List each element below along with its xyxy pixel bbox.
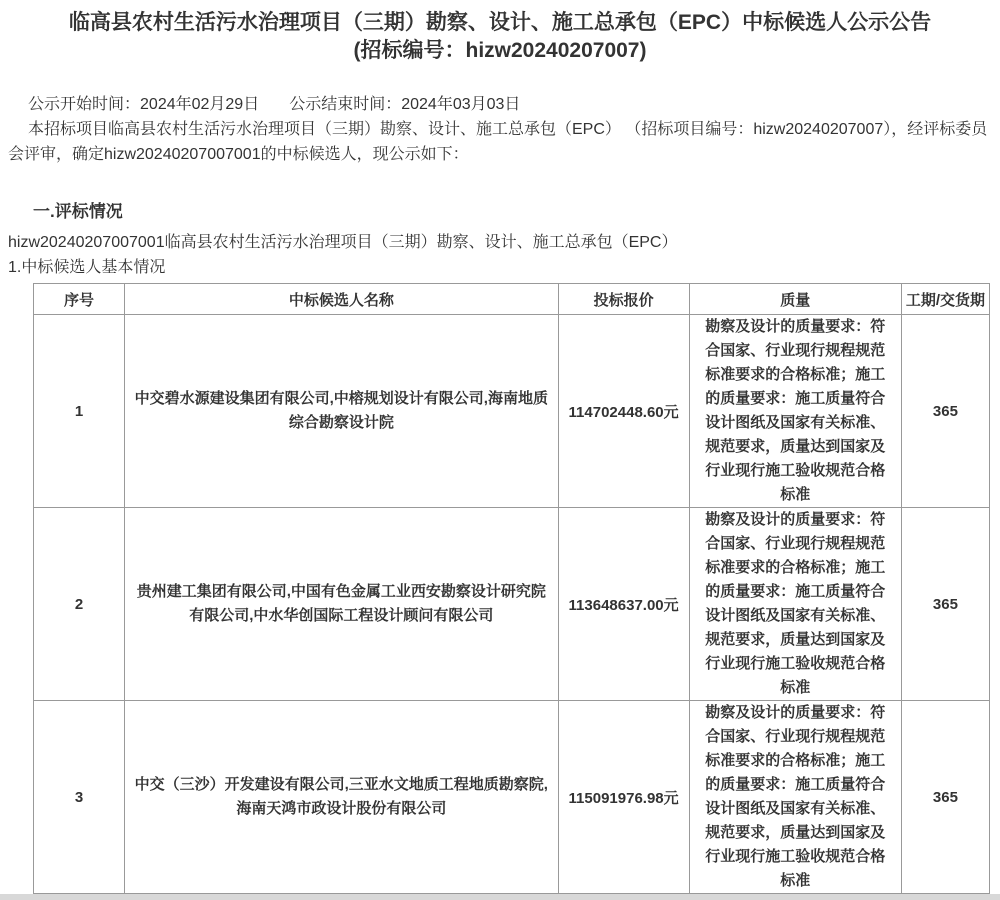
quality-requirement: 勘察及设计的质量要求：符合国家、行业现行规程规范标准要求的合格标准；施工的质量要求：施工质量符合设计图纸及国家有关标准、规范要求，质量达到国家及行业现行施工验收规范合格标准 xyxy=(689,508,901,701)
bid-price: 115091976.98元 xyxy=(558,701,689,894)
candidates-subheading: 1.中标候选人基本情况 xyxy=(8,259,166,276)
publicity-end-label: 公示结束时间： xyxy=(289,96,402,113)
candidate-rank: 2 xyxy=(34,508,125,701)
bid-price: 113648637.00元 xyxy=(558,508,689,701)
table-header-row xyxy=(34,284,990,315)
construction-period: 365 xyxy=(901,315,989,508)
publicity-start-date: 2024年02月29日 xyxy=(140,96,260,113)
candidate-rank: 3 xyxy=(34,701,125,894)
candidates-table xyxy=(33,283,990,894)
evaluation-section-heading: 一.评标情况 xyxy=(33,202,123,221)
candidate-name: 中交碧水源建设集团有限公司,中榕规划设计有限公司,海南地质综合勘察设计院 xyxy=(125,315,558,508)
header-period: 工期/交货期 xyxy=(901,284,989,315)
candidate-rank: 1 xyxy=(34,315,125,508)
page-title-line2: (招标编号：hizw20240207007) xyxy=(353,39,647,62)
table-row xyxy=(34,315,990,508)
page-title-line1: 临高县农村生活污水治理项目（三期）勘察、设计、施工总承包（EPC）中标候选人公示公告 xyxy=(68,11,932,34)
publicity-dates xyxy=(8,92,1000,117)
project-intro-paragraph: 本招标项目临高县农村生活污水治理项目（三期）勘察、设计、施工总承包（EPC） （招标项目编号：hizw20240207007），经评标委员会评审，确定hizw20240207007001的中标候选人，现公示如下： xyxy=(8,121,988,163)
candidate-name: 贵州建工集团有限公司,中国有色金属工业西安勘察设计研究院有限公司,中水华创国际工程设计顾问有限公司 xyxy=(125,508,558,701)
header-candidate-name: 中标候选人名称 xyxy=(125,284,558,315)
bid-section-project-line: hizw20240207007001临高县农村生活污水治理项目（三期）勘察、设计、施工总承包（EPC） xyxy=(8,234,678,251)
quality-requirement: 勘察及设计的质量要求：符合国家、行业现行规程规范标准要求的合格标准；施工的质量要求：施工质量符合设计图纸及国家有关标准、规范要求，质量达到国家及行业现行施工验收规范合格标准 xyxy=(689,701,901,894)
screenshot-bottom-edge xyxy=(0,894,1000,900)
publicity-start-label: 公示开始时间： xyxy=(28,96,141,113)
construction-period: 365 xyxy=(901,701,989,894)
table-row xyxy=(34,701,990,894)
header-quality: 质量 xyxy=(689,284,901,315)
candidate-name: 中交（三沙）开发建设有限公司,三亚水文地质工程地质勘察院,海南天鸿市政设计股份有限公司 xyxy=(125,701,558,894)
publicity-end-date: 2024年03月03日 xyxy=(401,96,521,113)
page-title xyxy=(0,0,1000,65)
header-bid-price: 投标报价 xyxy=(558,284,689,315)
table-row xyxy=(34,508,990,701)
construction-period: 365 xyxy=(901,508,989,701)
quality-requirement: 勘察及设计的质量要求：符合国家、行业现行规程规范标准要求的合格标准；施工的质量要求：施工质量符合设计图纸及国家有关标准、规范要求，质量达到国家及行业现行施工验收规范合格标准 xyxy=(689,315,901,508)
header-rank: 序号 xyxy=(34,284,125,315)
bid-price: 114702448.60元 xyxy=(558,315,689,508)
